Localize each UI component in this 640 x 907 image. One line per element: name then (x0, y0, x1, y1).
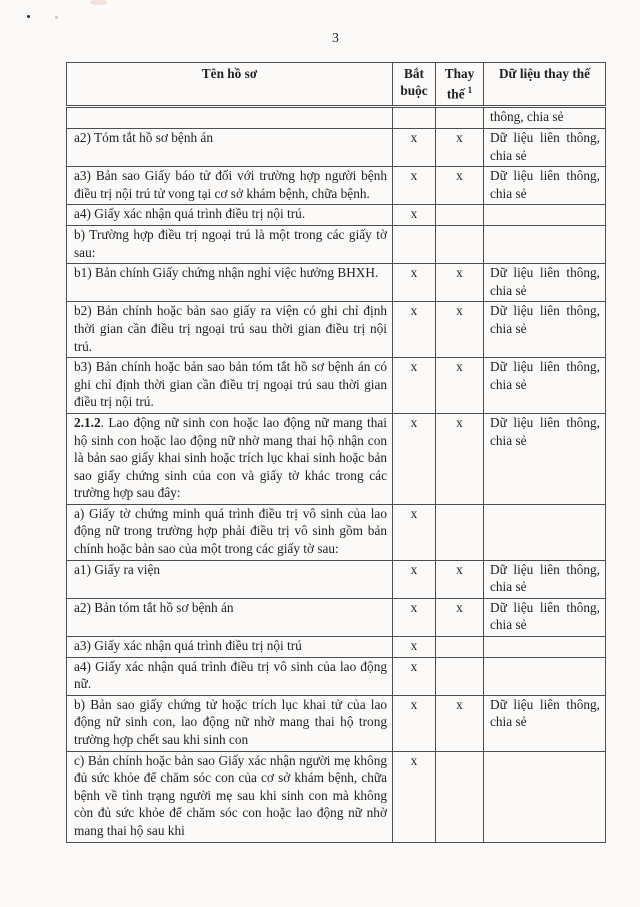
cell-ten-ho-so: a) Giấy tờ chứng minh quá trình điều trị vô sinh của lao động nữ trong trường hợp phải điều trị vô sinh gồm bản chính hoặc bản sao của một trong các giấy tờ sau: (67, 504, 393, 560)
cell-thay-the (436, 205, 484, 226)
cell-thay-the (436, 107, 484, 129)
table-row (67, 504, 606, 560)
cell-ten-ho-so: a1) Giấy ra viện (67, 560, 393, 598)
column-header-ten-ho-so: Tên hồ sơ (67, 63, 393, 107)
cell-du-lieu-thay-the (484, 225, 606, 263)
table-row (67, 695, 606, 751)
cell-bat-buoc: x (393, 504, 436, 560)
cell-thay-the: x (436, 598, 484, 636)
cell-thay-the: x (436, 167, 484, 205)
cell-thay-the: x (436, 413, 484, 504)
table-row (67, 302, 606, 358)
cell-bat-buoc: x (393, 129, 436, 167)
cell-thay-the (436, 637, 484, 658)
table-row (67, 264, 606, 302)
cell-ten-ho-so: a2) Bản tóm tắt hồ sơ bệnh án (67, 598, 393, 636)
cell-bat-buoc: x (393, 413, 436, 504)
scan-smudge (90, 0, 107, 5)
cell-ten-ho-so: a4) Giấy xác nhận quá trình điều trị vô sinh của lao động nữ. (67, 657, 393, 695)
cell-ten-ho-so: c) Bản chính hoặc bản sao Giấy xác nhận người mẹ không đủ sức khỏe để chăm sóc con của cơ sở khám bệnh, chữa bệnh về tình trạng người mẹ sau khi sinh con mà không còn đủ sức khỏe để chăm sóc con hoặc lao động nữ nhờ mang thai hộ sau khi (67, 751, 393, 842)
cell-ten-ho-so: a4) Giấy xác nhận quá trình điều trị nội trú. (67, 205, 393, 226)
page-number: 3 (332, 30, 339, 45)
cell-ten-ho-so: 2.1.2. Lao động nữ sinh con hoặc lao động nữ mang thai hộ sinh con hoặc lao động nữ nhờ mang thai hộ nhận con là bản sao giấy khai sinh hoặc trích lục khai sinh hoặc bản sao giấy chứng sinh của con và giấy tờ khác trong các trường hợp sau đây: (67, 413, 393, 504)
cell-thay-the: x (436, 358, 484, 414)
cell-thay-the: x (436, 302, 484, 358)
cell-du-lieu-thay-the: Dữ liệu liên thông, chia sẻ (484, 413, 606, 504)
table-row (67, 657, 606, 695)
table-row (67, 598, 606, 636)
table-row (67, 358, 606, 414)
cell-bat-buoc: x (393, 205, 436, 226)
footnote-marker: 1 (467, 85, 473, 95)
cell-bat-buoc: x (393, 695, 436, 751)
records-table (66, 62, 606, 843)
cell-bat-buoc: x (393, 598, 436, 636)
table-header-row (67, 63, 606, 107)
column-header-du-lieu-thay-the: Dữ liệu thay thế (484, 63, 606, 107)
cell-du-lieu-thay-the: Dữ liệu liên thông, chia sẻ (484, 560, 606, 598)
cell-bat-buoc: x (393, 264, 436, 302)
cell-du-lieu-thay-the: Dữ liệu liên thông, chia sẻ (484, 695, 606, 751)
cell-thay-the (436, 751, 484, 842)
cell-du-lieu-thay-the: Dữ liệu liên thông, chia sẻ (484, 129, 606, 167)
cell-thay-the: x (436, 264, 484, 302)
cell-du-lieu-thay-the (484, 504, 606, 560)
cell-du-lieu-thay-the: Dữ liệu liên thông, chia sẻ (484, 302, 606, 358)
cell-bat-buoc: x (393, 657, 436, 695)
cell-ten-ho-so: b2) Bản chính hoặc bản sao giấy ra viện có ghi chỉ định thời gian cần điều trị ngoại trú sau thời gian điều trị nội trú. (67, 302, 393, 358)
cell-bat-buoc: x (393, 637, 436, 658)
cell-bat-buoc: x (393, 751, 436, 842)
cell-bat-buoc: x (393, 560, 436, 598)
column-header-thay-the-label: Thay thế (444, 66, 475, 102)
cell-du-lieu-thay-the: Dữ liệu liên thông, chia sẻ (484, 264, 606, 302)
column-header-bat-buoc: Bắt buộc (393, 63, 436, 107)
cell-ten-ho-so: b) Bản sao giấy chứng tử hoặc trích lục khai tử của lao động nữ sinh con, lao động nữ nhờ mang thai hộ trong trường hợp chết sau khi sinh con (67, 695, 393, 751)
table-row (67, 560, 606, 598)
cell-ten-ho-so: a3) Bản sao Giấy báo tử đối với trường hợp người bệnh điều trị nội trú tử vong tại cơ sở khám bệnh, chữa bệnh. (67, 167, 393, 205)
cell-thay-the: x (436, 695, 484, 751)
cell-bat-buoc (393, 107, 436, 129)
cell-bat-buoc: x (393, 302, 436, 358)
cell-bat-buoc: x (393, 167, 436, 205)
cell-ten-ho-so: a3) Giấy xác nhận quá trình điều trị nội trú (67, 637, 393, 658)
cell-du-lieu-thay-the: Dữ liệu liên thông, chia sẻ (484, 598, 606, 636)
cell-du-lieu-thay-the (484, 637, 606, 658)
cell-ten-ho-so (67, 107, 393, 129)
cell-thay-the (436, 504, 484, 560)
table-body (67, 107, 606, 842)
cell-thay-the (436, 225, 484, 263)
cell-bat-buoc: x (393, 358, 436, 414)
table-row (67, 751, 606, 842)
cell-du-lieu-thay-the: Dữ liệu liên thông, chia sẻ (484, 358, 606, 414)
scan-speck-dark (27, 15, 30, 18)
cell-du-lieu-thay-the: Dữ liệu liên thông, chia sẻ (484, 167, 606, 205)
cell-du-lieu-thay-the (484, 751, 606, 842)
cell-du-lieu-thay-the: thông, chia sẻ (484, 107, 606, 129)
column-header-thay-the (436, 63, 484, 107)
cell-ten-ho-so: a2) Tóm tắt hồ sơ bệnh án (67, 129, 393, 167)
cell-du-lieu-thay-the (484, 657, 606, 695)
cell-bat-buoc (393, 225, 436, 263)
cell-thay-the: x (436, 129, 484, 167)
cell-ten-ho-so: b3) Bản chính hoặc bản sao bản tóm tắt hồ sơ bệnh án có ghi chỉ định thời gian cần điều trị ngoại trú sau thời gian điều trị nội trú. (67, 358, 393, 414)
table-row (67, 205, 606, 226)
scan-speck-light (55, 16, 58, 19)
table-row (67, 413, 606, 504)
section-number: 2.1.2 (74, 414, 101, 430)
table-row (67, 225, 606, 263)
table-row (67, 129, 606, 167)
table-row (67, 637, 606, 658)
cell-thay-the (436, 657, 484, 695)
table-row (67, 107, 606, 129)
cell-thay-the: x (436, 560, 484, 598)
table-row (67, 167, 606, 205)
cell-ten-ho-so: b1) Bản chính Giấy chứng nhận nghỉ việc hưởng BHXH. (67, 264, 393, 302)
cell-du-lieu-thay-the (484, 205, 606, 226)
cell-ten-ho-so: b) Trường hợp điều trị ngoại trú là một trong các giấy tờ sau: (67, 225, 393, 263)
